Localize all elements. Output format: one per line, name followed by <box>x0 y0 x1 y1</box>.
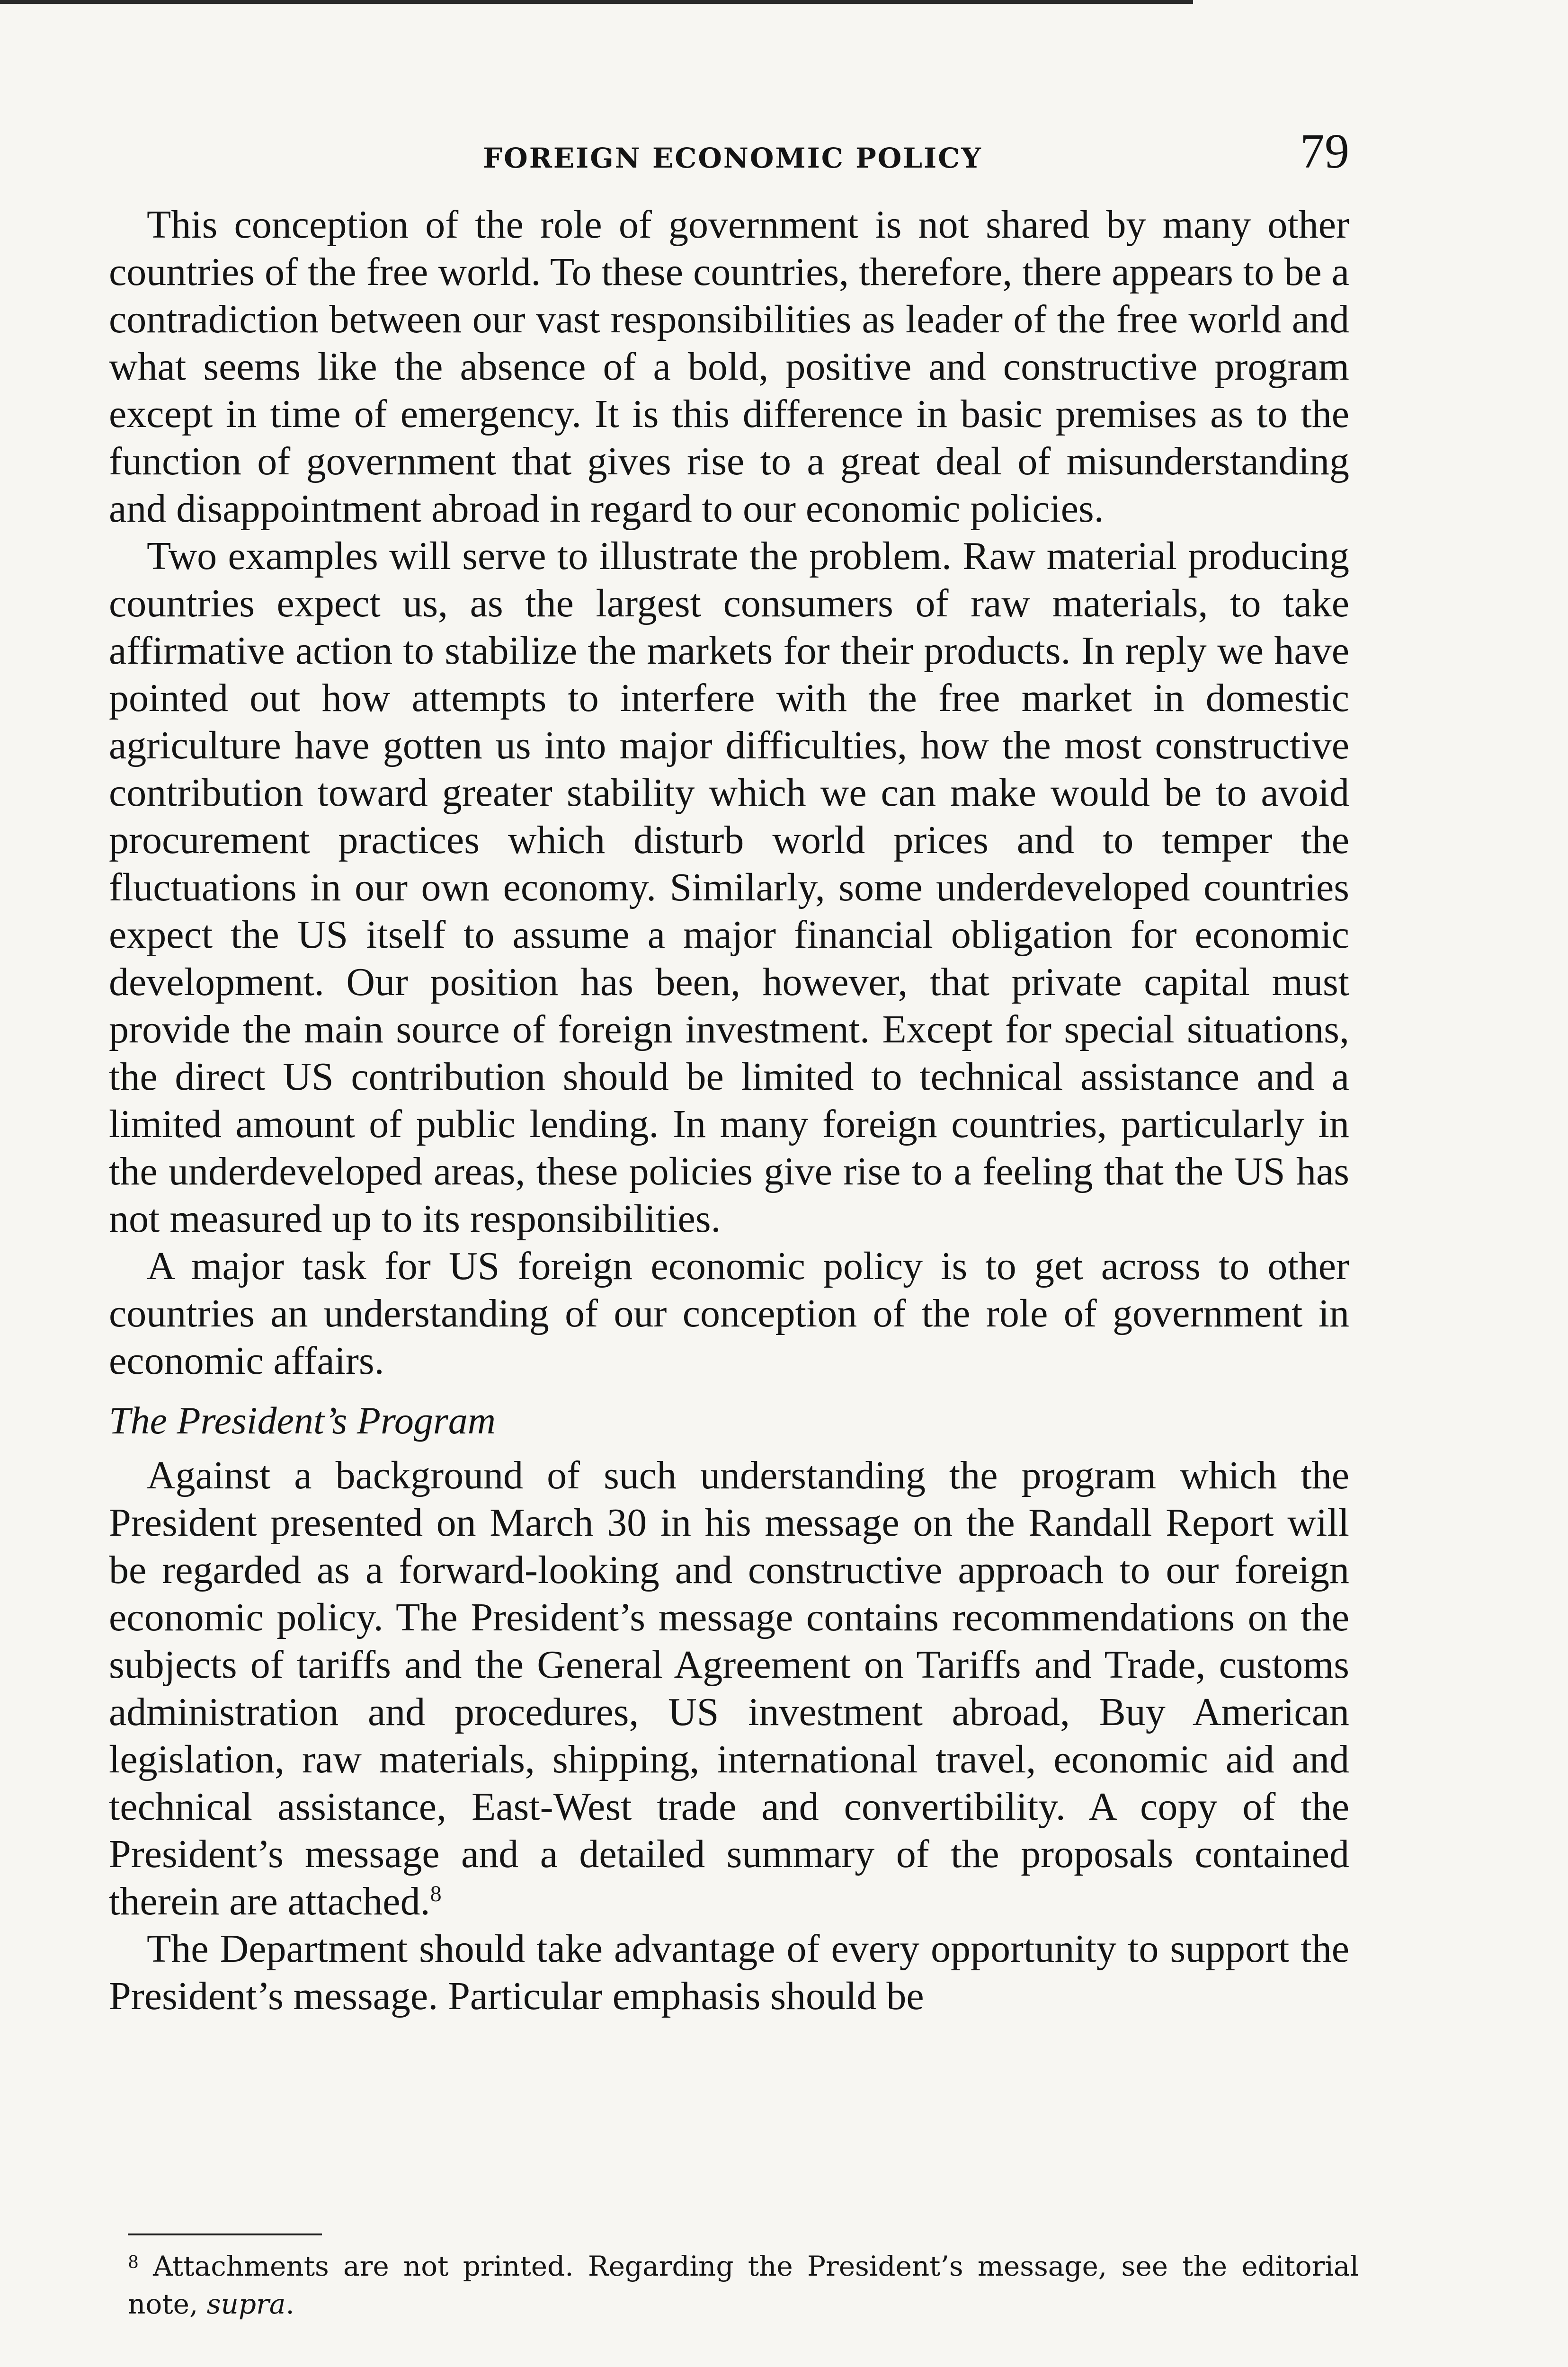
running-title: FOREIGN ECONOMIC POLICY <box>483 142 982 174</box>
paragraph-4 <box>109 1452 1349 1925</box>
footnote-marker: 8 <box>128 2253 139 2272</box>
page-number: 79 <box>1300 124 1349 178</box>
section-heading: The President’s Program <box>109 1399 496 1442</box>
paragraph-5: The Department should take advantage of every opportunity to support the President’s message. Particular emphasis should be <box>109 1927 1349 2018</box>
body-text <box>109 201 1349 2020</box>
page-header <box>478 124 1349 189</box>
footnote-text: Attachments are not printed. Regarding the President’s message, see the editorial note, <box>128 2250 1359 2320</box>
footnote-italic: supra <box>206 2288 286 2320</box>
footnote-rule <box>128 2234 322 2235</box>
footnote <box>128 2244 1359 2323</box>
paragraph-4-text: Against a background of such understanding the program which the President presented on March 30 in his message on the Randall Report will be regarded as a forward-looking and constructive approach to our foreign economic policy. The President’s message contains recommendations on the subjects of tariffs and the General Agreement on Tariffs and Trade, customs administration and procedures, US investment abroad, Buy American legislation, raw materials, shipping, international travel, economic aid and technical assistance, East-West trade and convertibility. A copy of the President’s message and a detailed summary of the proposals contained therein are attached. <box>109 1453 1349 1923</box>
top-border-line <box>0 0 1193 4</box>
footnote-reference: 8 <box>430 1881 442 1906</box>
paragraph-1: This conception of the role of government is not shared by many other countries of the free world. To these countries, therefore, there appears to be a contradiction between our vast responsibilities as leader of the free world and what seems like the absence of a bold, positive and constructive program except in time of emergency. It is this difference in basic premises as to the function of government that gives rise to a great deal of misunderstanding and disappointment abroad in regard to our economic policies. <box>109 203 1349 531</box>
paragraph-3: A major task for US foreign economic policy is to get across to other countries an understanding of our conception of the role of government in economic affairs. <box>109 1244 1349 1383</box>
footnote-end: . <box>285 2288 294 2320</box>
paragraph-2: Two examples will serve to illustrate the problem. Raw material producing countries expect us, as the largest consumers of raw materials, to take affirmative action to stabilize the markets for their products. In reply we have pointed out how attempts to interfere with the free market in domestic agriculture have gotten us into major difficulties, how the most constructive contribution toward greater stability which we can make would be to avoid procurement practices which disturb world prices and to temper the fluctuations in our own economy. Similarly, some underdeveloped countries expect the US itself to assume a major financial obligation for economic development. Our position has been, however, that private capital must provide the main source of foreign investment. Except for special situations, the direct US contribution should be limited to technical assistance and a limited amount of public lending. In many foreign countries, particularly in the underdeveloped areas, these policies give rise to a feeling that the US has not measured up to its responsibilities. <box>109 534 1349 1241</box>
